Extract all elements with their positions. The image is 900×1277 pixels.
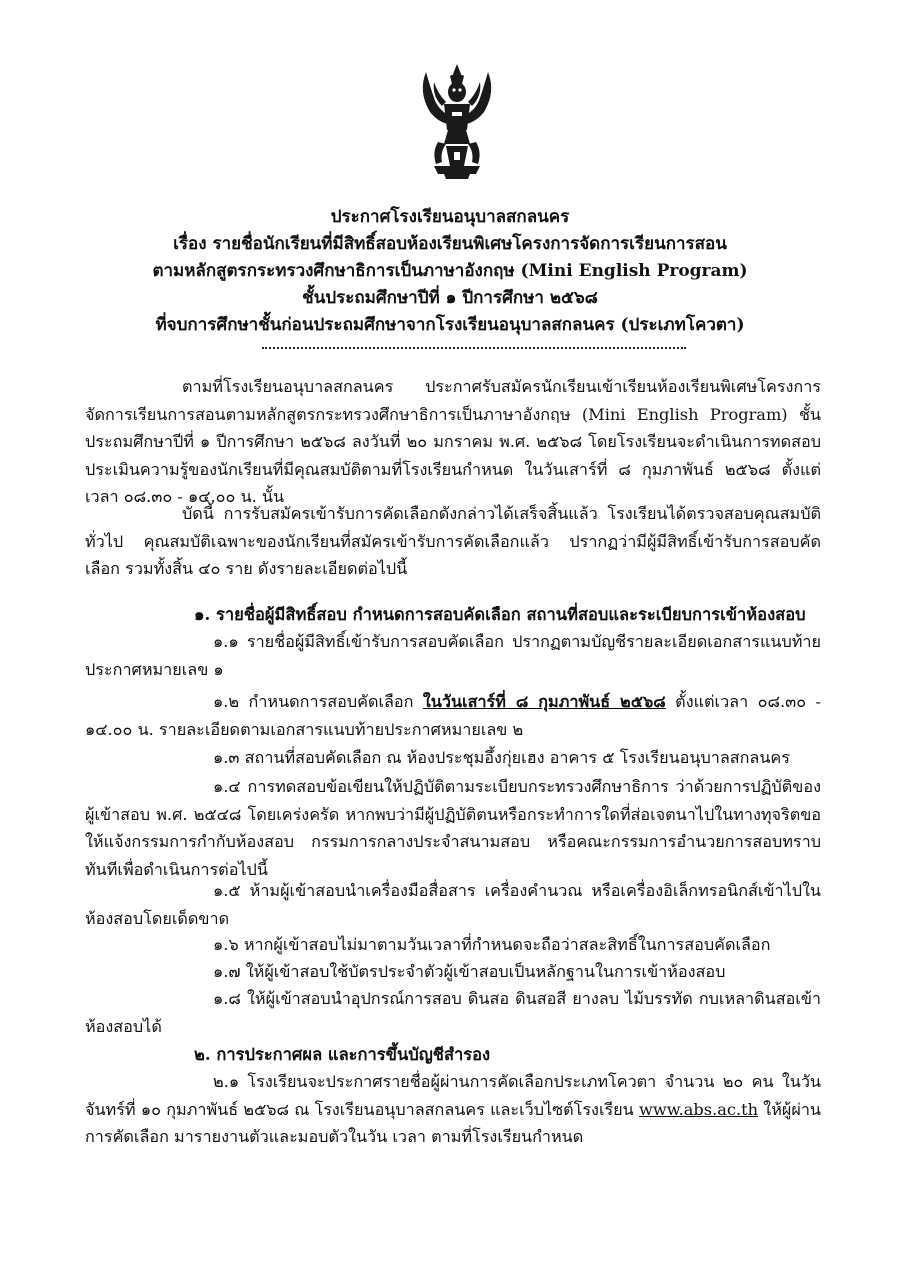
item-1-2-text-end: ตั้งแต่เวลา ๐๘.๓๐ - ๑๔.๐๐ น. รายละเอียดตามเอกสารแนบท้ายประกาศหมายเลข ๒ bbox=[85, 692, 821, 739]
header-line-4: ชั้นประถมศึกษาปีที่ ๑ ปีการศึกษา ๒๕๖๘ bbox=[302, 288, 598, 308]
item-1-4: ๑.๔ การทดสอบข้อเขียนให้ปฏิบัติตามระเบียบกระทรวงศึกษาธิการ ว่าด้วยการปฏิบัติของผู้เข้าสอบ พ.ศ. ๒๕๔๘ โดยเคร่งครัด หากพบว่ามีผู้ปฏิบัติตนหรือกระทำการใดที่ส่อเจตนาไปในทางทุจริตขอให้แจ้งกรรมการกำกับห้องสอบ กรรมการกลางประจำสนามสอบ หรือคณะกรรมการอำนวยการสอบทราบทันทีเพื่อดำเนินการต่อไปนี้ bbox=[85, 777, 821, 879]
intro-paragraph-2: บัดนี้ การรับสมัครเข้ารับการคัดเลือกดังกล่าวได้เสร็จสิ้นแล้ว โรงเรียนได้ตรวจสอบคุณสมบัติทั่วไป คุณสมบัติเฉพาะของนักเรียนที่สมัครเข้ารับการคัดเลือกแล้ว ปรากฏว่ามีผู้มีสิทธิ์เข้ารับการสอบคัดเลือก รวมทั้งสิ้น ๔๐ ราย ดังรายละเอียดต่อไปนี้ bbox=[85, 504, 821, 578]
item-1-2 bbox=[85, 688, 821, 743]
item-1-5: ๑.๕ ห้ามผู้เข้าสอบนำเครื่องมือสื่อสาร เครื่องคำนวณ หรือเครื่องอิเล็กทรอนิกส์เข้าไปในห้องสอบโดยเด็ดขาด bbox=[85, 881, 821, 928]
item-1-8: ๑.๘ ให้ผู้เข้าสอบนำอุปกรณ์การสอบ ดินสอ ดินสอสี ยางลบ ไม้บรรทัด กบเหลาดินสอเข้าห้องสอบได้ bbox=[85, 989, 821, 1036]
garuda-emblem-icon bbox=[414, 62, 500, 180]
item-1-2-text: ๑.๒ กำหนดการสอบคัดเลือก bbox=[213, 692, 423, 711]
item-1-6: ๑.๖ หากผู้เข้าสอบไม่มาตามวันเวลาที่กำหนดจะถือว่าสละสิทธิ์ในการสอบคัดเลือก bbox=[213, 935, 771, 954]
school-website-link[interactable]: www.abs.ac.th bbox=[638, 1099, 759, 1119]
item-1-3: ๑.๓ สถานที่สอบคัดเลือก ณ ห้องประชุมอึ้งกุ่ยเฮง อาคาร ๕ โรงเรียนอนุบาลสกลนคร bbox=[213, 748, 790, 767]
item-1-7: ๑.๗ ให้ผู้เข้าสอบใช้บัตรประจำตัวผู้เข้าสอบเป็นหลักฐานในการเข้าห้องสอบ bbox=[213, 962, 726, 981]
intro-paragraph-1: ตามที่โรงเรียนอนุบาลสกลนคร ประกาศรับสมัครนักเรียนเข้าเรียนห้องเรียนพิเศษโครงการจัดการเรียนการสอนตามหลักสูตรกระทรวงศึกษาธิการเป็นภาษาอังกฤษ (Mini English Program) ชั้นประถมศึกษาปีที่ ๑ ปีการศึกษา ๒๕๖๘ ลงวันที่ ๒๐ มกราคม พ.ศ. ๒๕๖๘ โดยโรงเรียนจะดำเนินการทดสอบประเมินความรู้ของนักเรียนที่มีคุณสมบัติตามที่โรงเรียนกำหนด ในวันเสาร์ที่ ๘ กุมภาพันธ์ ๒๕๖๘ ตั้งแต่เวลา ๐๘.๓๐ - ๑๔.๐๐ น. นั้น bbox=[85, 377, 821, 506]
header-line-1: ประกาศโรงเรียนอนุบาลสกลนคร bbox=[330, 207, 570, 227]
header-line-5: ที่จบการศึกษาชั้นก่อนประถมศึกษาจากโรงเรียนอนุบาลสกลนคร (ประเภทโควตา) bbox=[155, 315, 745, 335]
item-2-1-text: ๒.๑ โรงเรียนจะประกาศรายชื่อผู้ผ่านการคัดเลือกประเภทโควตา จำนวน ๒๐ คน ในวันจันทร์ที่ ๑๐ กุมภาพันธ์ ๒๕๖๘ ณ โรงเรียนอนุบาลสกลนคร และเว็บไซต์โรงเรียน bbox=[85, 1072, 821, 1119]
divider-dotted bbox=[262, 347, 686, 349]
exam-date: ในวันเสาร์ที่ ๘ กุมภาพันธ์ ๒๕๖๘ bbox=[422, 692, 666, 711]
item-2-1 bbox=[85, 1068, 821, 1151]
header-line-2: เรื่อง รายชื่อนักเรียนที่มีสิทธิ์สอบห้องเรียนพิเศษโครงการจัดการเรียนการสอน bbox=[173, 234, 727, 254]
section-2-title: ๒. การประกาศผล และการขึ้นบัญชีสำรอง bbox=[194, 1045, 491, 1064]
item-2-1-text-end: ให้ผู้ผ่านการคัดเลือก มารายงานตัวและมอบตัวในวัน เวลา ตามที่โรงเรียนกำหนด bbox=[85, 1099, 821, 1146]
section-1-title: ๑. รายชื่อผู้มีสิทธิ์สอบ กำหนดการสอบคัดเลือก สถานที่สอบและระเบียบการเข้าห้องสอบ bbox=[194, 605, 806, 624]
item-1-1: ๑.๑ รายชื่อผู้มีสิทธิ์เข้ารับการสอบคัดเลือก ปรากฏตามบัญชีรายละเอียดเอกสารแนบท้ายประกาศหมายเลข ๑ bbox=[85, 632, 821, 679]
header-line-3: ตามหลักสูตรกระทรวงศึกษาธิการเป็นภาษาอังกฤษ (Mini English Program) bbox=[152, 261, 748, 281]
